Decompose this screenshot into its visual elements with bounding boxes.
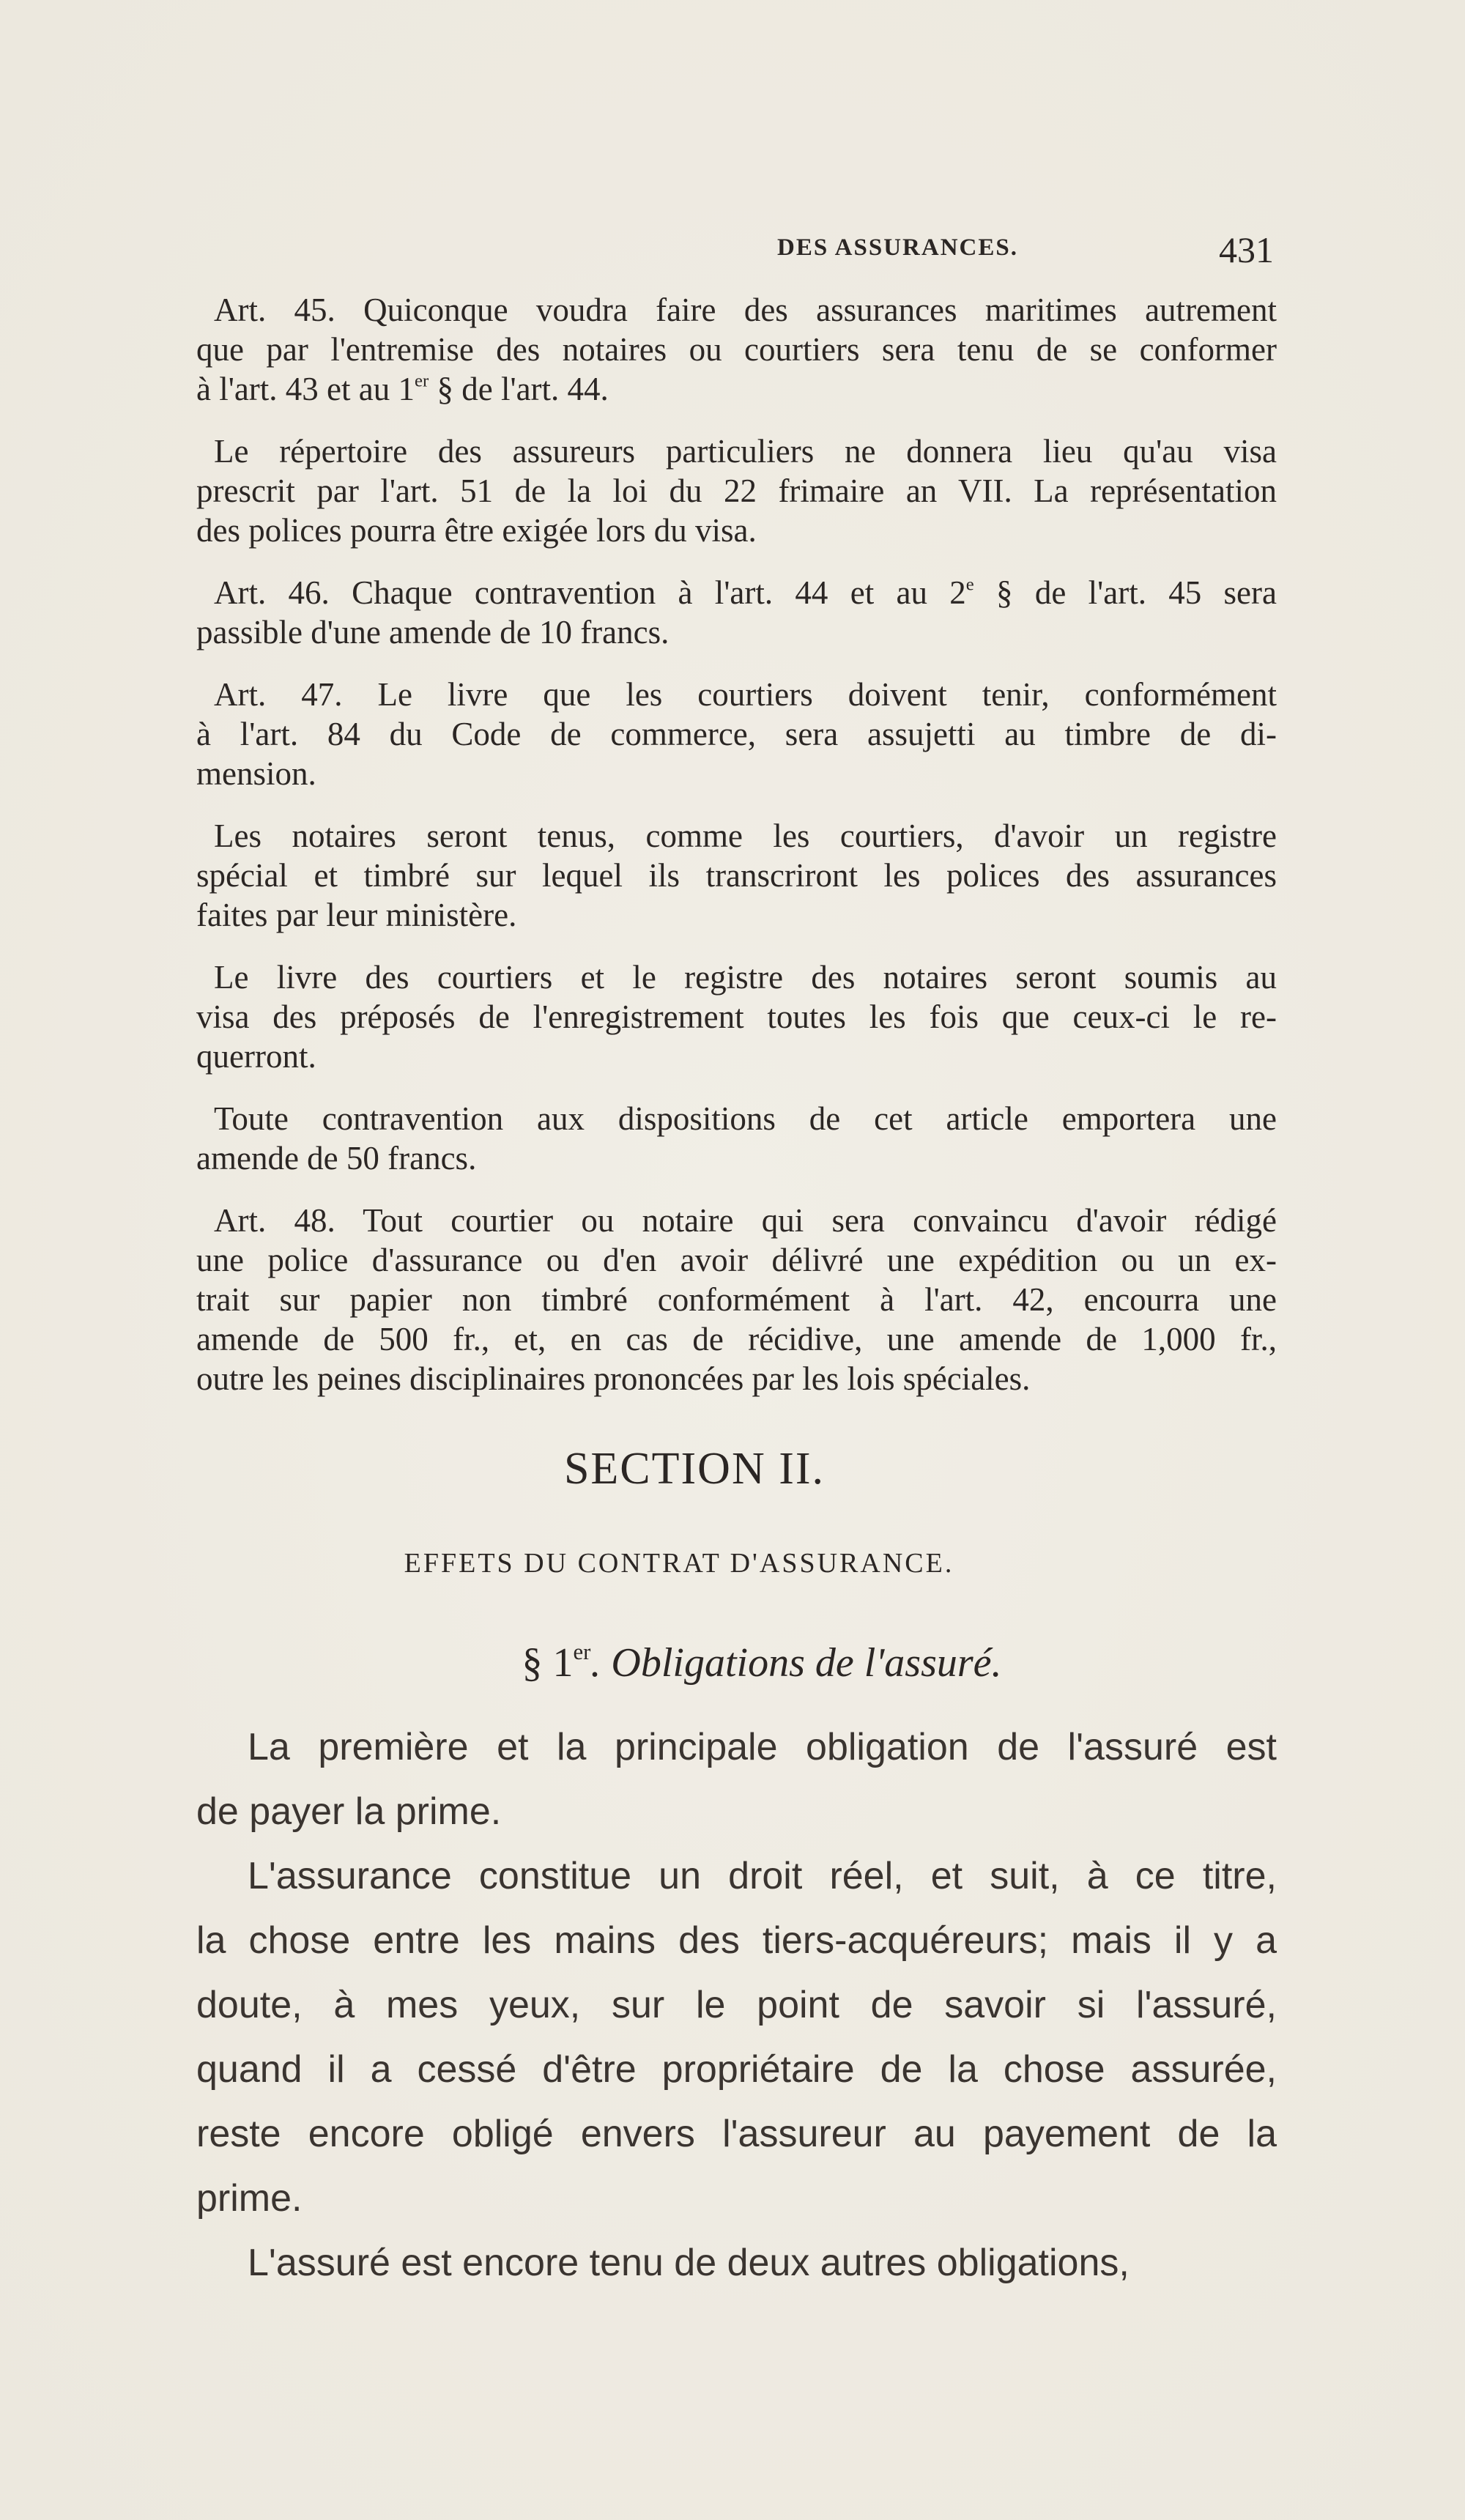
articles-text bbox=[196, 290, 1277, 1421]
text-line: amende de 500 fr., et, en cas de récidive, une amende de 1,000 fr., bbox=[196, 1321, 1277, 1357]
running-title: DES ASSURANCES. bbox=[777, 234, 1018, 261]
article-paragraph bbox=[196, 1099, 1277, 1178]
body-text bbox=[196, 1715, 1277, 2295]
text-segment-pre: Art. 46. Chaque contravention à l'art. 44 et au 2 bbox=[214, 574, 966, 611]
text-line: L'assurance constitue un droit réel, et suit, à ce titre, bbox=[248, 1855, 1277, 1897]
text-line: Art. 47. Le livre que les courtiers doivent tenir, conformément bbox=[214, 676, 1277, 713]
text-line: prime. bbox=[196, 2177, 303, 2220]
section-subtitle: EFFETS DU CONTRAT D'ASSURANCE. bbox=[404, 1548, 954, 1579]
text-line: Le répertoire des assureurs particuliers ne donnera lieu qu'au visa bbox=[214, 433, 1277, 470]
paragraph-heading bbox=[0, 1639, 1465, 1686]
paragraph-heading-title: . Obligations de l'assuré. bbox=[590, 1640, 1002, 1686]
text-line: Toute contravention aux dispositions de cet article emportera une bbox=[214, 1100, 1277, 1137]
article-paragraph bbox=[196, 1201, 1277, 1398]
article-paragraph bbox=[196, 431, 1277, 550]
text-line bbox=[196, 573, 1277, 612]
text-segment-pre: à l'art. 43 et au 1 bbox=[196, 371, 415, 407]
text-line: que par l'entremise des notaires ou courtiers sera tenu de se conformer bbox=[196, 331, 1277, 368]
text-line: de payer la prime. bbox=[196, 1790, 502, 1833]
text-line: trait sur papier non timbré conformément à l'art. 42, encourra une bbox=[196, 1281, 1277, 1318]
running-head bbox=[196, 229, 1277, 273]
text-line: Art. 48. Tout courtier ou notaire qui sera convaincu d'avoir rédigé bbox=[214, 1202, 1277, 1239]
text-line: Les notaires seront tenus, comme les courtiers, d'avoir un registre bbox=[214, 818, 1277, 854]
text-line: quand il a cessé d'être propriétaire de la chose assurée, bbox=[196, 2048, 1277, 2091]
text-line: passible d'une amende de 10 francs. bbox=[196, 614, 670, 651]
article-paragraph bbox=[196, 957, 1277, 1076]
page-number: 431 bbox=[1219, 229, 1274, 270]
text-line: reste encore obligé envers l'assureur au payement de la bbox=[196, 2113, 1277, 2155]
article-paragraph bbox=[196, 675, 1277, 793]
paragraph-heading-number: § 1 bbox=[522, 1640, 574, 1686]
text-line: faites par leur ministère. bbox=[196, 897, 517, 933]
text-line: mension. bbox=[196, 755, 316, 792]
text-line: doute, à mes yeux, sur le point de savoir si l'assuré, bbox=[196, 1984, 1277, 2026]
text-line: amende de 50 francs. bbox=[196, 1140, 477, 1176]
text-segment-sup: er bbox=[415, 371, 429, 391]
paragraph-heading-sup: er bbox=[573, 1639, 591, 1664]
text-line: à l'art. 84 du Code de commerce, sera assujetti au timbre de di- bbox=[196, 716, 1277, 752]
text-line: Art. 45. Quiconque voudra faire des assurances maritimes autrement bbox=[214, 292, 1277, 328]
text-line: des polices pourra être exigée lors du visa. bbox=[196, 512, 757, 549]
text-line: La première et la principale obligation de l'assuré est bbox=[248, 1726, 1277, 1768]
section-title: SECTION II. bbox=[563, 1444, 826, 1494]
text-segment-sup: e bbox=[965, 574, 974, 595]
article-paragraph bbox=[196, 290, 1277, 409]
text-line: querront. bbox=[196, 1038, 316, 1075]
text-segment-post: § de l'art. 45 sera bbox=[973, 574, 1277, 611]
text-line: spécial et timbré sur lequel ils transcriront les polices des assurances bbox=[196, 857, 1277, 894]
text-line: visa des préposés de l'enregistrement toutes les fois que ceux-ci le re- bbox=[196, 998, 1277, 1035]
article-paragraph bbox=[196, 573, 1277, 652]
text-line: Le livre des courtiers et le registre des notaires seront soumis au bbox=[214, 959, 1277, 996]
body-paragraph bbox=[196, 1715, 1277, 1844]
article-paragraph bbox=[196, 816, 1277, 935]
body-paragraph bbox=[196, 1844, 1277, 2231]
text-line: L'assuré est encore tenu de deux autres obligations, bbox=[248, 2242, 1130, 2284]
text-line: la chose entre les mains des tiers-acquéreurs; mais il y a bbox=[196, 1919, 1277, 1962]
text-line: une police d'assurance ou d'en avoir délivré une expédition ou un ex- bbox=[196, 1242, 1277, 1278]
text-line: prescrit par l'art. 51 de la loi du 22 frimaire an VII. La représentation bbox=[196, 472, 1277, 509]
body-paragraph bbox=[196, 2231, 1277, 2295]
text-line bbox=[196, 369, 1277, 409]
text-line: outre les peines disciplinaires prononcées par les lois spéciales. bbox=[196, 1360, 1031, 1397]
text-segment-post: § de l'art. 44. bbox=[429, 371, 609, 407]
